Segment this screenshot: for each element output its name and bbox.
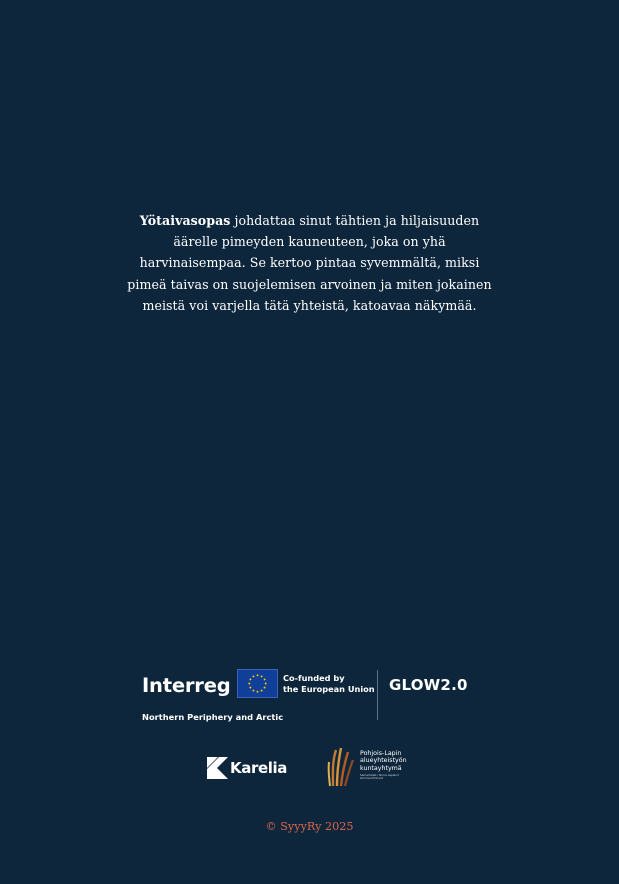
blurb-line-3: harvinaisempaa. Se kertoo pintaa syvemmältä, miksi <box>139 255 480 271</box>
pl-line-2: alueyhteistyön <box>360 757 407 765</box>
karelia-k-icon <box>207 757 228 779</box>
eu-star <box>261 690 263 692</box>
glow-project-logo: GLOW2.0 <box>389 676 468 694</box>
pl-line-3: kuntayhtymä <box>360 764 402 772</box>
eu-star <box>257 674 259 676</box>
interreg-wordmark: Interreg <box>142 674 231 697</box>
npa-programme-text: Northern Periphery and Arctic <box>142 712 284 722</box>
logo-divider <box>377 670 378 720</box>
pohjois-lapin-name <box>360 750 407 772</box>
pohjois-lapin-logo <box>327 746 437 790</box>
eu-star <box>252 690 254 692</box>
eu-cofunded-text <box>283 673 375 695</box>
blurb-line-5: meistä voi varjella tätä yhteistä, katoavaa näkymää. <box>142 297 477 313</box>
back-cover-blurb <box>120 210 499 316</box>
eu-star <box>261 675 263 677</box>
eu-star <box>252 675 254 677</box>
eu-star <box>249 687 251 689</box>
blurb-line-4: pimeä taivas on suojelemisen arvoinen ja miten jokainen <box>127 276 492 292</box>
copyright-notice: © SyyyRy 2025 <box>265 820 354 833</box>
blurb-line-2: äärelle pimeyden kauneuteen, joka on yhä <box>173 234 446 250</box>
eu-star <box>264 687 266 689</box>
pohjois-lapin-emblem-icon <box>327 746 355 788</box>
karelia-logo <box>207 757 299 781</box>
interreg-logo <box>142 668 382 726</box>
pl-sub-line-1: Samarbetet i Norra Lapland <box>360 773 399 777</box>
pohjois-lapin-swedish-name <box>360 774 399 781</box>
eu-text-line-1: Co-funded by <box>283 673 345 683</box>
blurb-line-1 <box>120 210 499 231</box>
eu-star <box>248 683 250 685</box>
eu-star <box>257 691 259 693</box>
eu-star <box>264 678 266 680</box>
pl-line-1: Pohjois-Lapin <box>360 750 402 757</box>
blurb-line-1-text: johdattaa sinut tähtien ja hiljaisuuden <box>230 213 480 228</box>
eu-text-line-2: the European Union <box>283 684 375 694</box>
eu-star <box>265 683 267 685</box>
karelia-wordmark: Karelia <box>230 759 287 777</box>
book-title: Yötaivasopas <box>139 213 231 228</box>
eu-star <box>249 678 251 680</box>
eu-flag-icon <box>237 669 278 698</box>
pl-sub-line-2: kommunförbund <box>360 776 384 781</box>
